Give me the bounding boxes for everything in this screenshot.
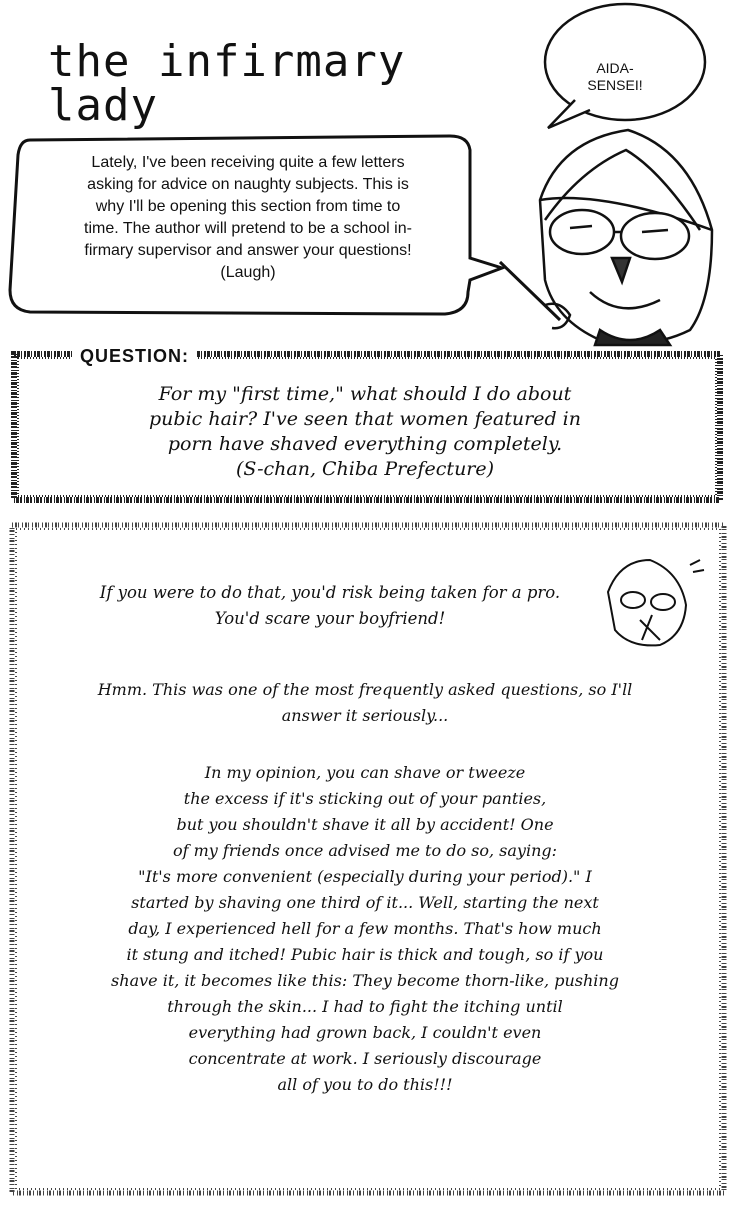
question-label: QUESTION: <box>72 346 197 367</box>
aida-line: AIDA- <box>596 60 634 76</box>
answer-line: all of you to do this!!! <box>277 1075 453 1094</box>
intro-line: asking for advice on naughty subjects. This is <box>87 176 409 193</box>
answer-line: the excess if it's sticking out of your panties, <box>183 789 547 808</box>
teacher-small-icon <box>608 560 704 645</box>
answer-line: day, I experienced hell for a few months. That's how much <box>128 919 602 938</box>
intro-line: (Laugh) <box>220 264 276 281</box>
page-title: the infirmary lady <box>48 36 406 131</box>
answer-line: "It's more convenient (especially during your period)." I <box>138 867 592 886</box>
answer-line: started by shaving one third of it... Well, starting the next <box>131 893 599 912</box>
answer-line: You'd scare your boyfriend! <box>214 609 446 628</box>
intro-line: why I'll be opening this section from time to <box>95 198 401 215</box>
question-line: For my "first time," what should I do about <box>158 383 572 405</box>
question-line: (S-chan, Chiba Prefecture) <box>235 458 495 480</box>
answer-paragraph-1 <box>40 580 620 632</box>
answer-line: everything had grown back, I couldn't even <box>188 1023 542 1042</box>
answer-line: it stung and itched! Pubic hair is thick and tough, so if you <box>126 945 604 964</box>
aida-line: SENSEI! <box>587 77 643 93</box>
intro-line: firmary supervisor and answer your questions! <box>84 242 412 259</box>
answer-line: Hmm. This was one of the most frequently asked questions, so I'll <box>97 680 633 699</box>
answer-line: concentrate at work. I seriously discourage <box>188 1049 542 1068</box>
question-line: pubic hair? I've seen that women featured in <box>149 408 581 430</box>
answer-line: In my opinion, you can shave or tweeze <box>204 763 526 782</box>
question-line: porn have shaved everything completely. <box>167 433 563 455</box>
answer-line: through the skin... I had to fight the itching until <box>167 997 563 1016</box>
answer-line: If you were to do that, you'd risk being taken for a pro. <box>99 583 561 602</box>
answer-line: shave it, it becomes like this: They become thorn-like, pushing <box>111 971 619 990</box>
answer-line: of my friends once advised me to do so, saying: <box>172 841 558 860</box>
answer-line: but you shouldn't shave it all by accident! One <box>176 815 554 834</box>
intro-speech-text <box>38 152 458 284</box>
answer-paragraph-3 <box>70 760 660 1098</box>
question-text <box>60 382 670 482</box>
answer-paragraph-2 <box>40 677 690 729</box>
intro-line: time. The author will pretend to be a school in- <box>84 220 412 237</box>
intro-line: Lately, I've been receiving quite a few letters <box>91 154 405 171</box>
answer-line: answer it seriously... <box>281 706 449 725</box>
teacher-character-illustration <box>500 130 712 345</box>
aida-speech-text <box>575 60 655 94</box>
